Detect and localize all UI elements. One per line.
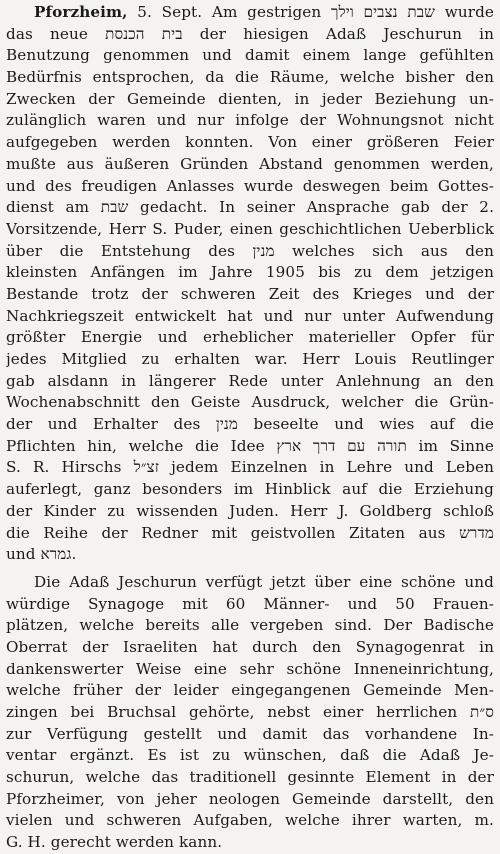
line-text: vielen und schweren Aufgaben, welche ihrer warten, m. [6, 811, 494, 830]
text-line [6, 327, 494, 349]
text-line [6, 523, 494, 545]
line-text: auferlegt, ganz besonders im Hinblick auf die Erziehung [6, 480, 494, 499]
text-line [6, 89, 494, 111]
text-line [6, 745, 494, 767]
line-text: zingen bei Bruchsal gehörte, nebst einer herrlichen ס״ת [6, 703, 494, 721]
text-line [6, 45, 494, 67]
text-line [6, 680, 494, 702]
text-line [6, 219, 494, 241]
text-line [6, 197, 494, 219]
line-text: der und Erhalter des מנין beseelte und wies auf die [6, 415, 494, 434]
text-line [6, 262, 494, 284]
line-text: Oberrat der Israeliten hat durch den Synagogenrat in [6, 637, 494, 656]
text-line [6, 110, 494, 132]
text-line [6, 284, 494, 306]
text-line [6, 392, 494, 414]
text-line [6, 767, 494, 789]
text-line [6, 67, 494, 89]
text-line [6, 832, 494, 854]
line-text: und des freudigen Anlasses wurde deswegen beim Gottes- [6, 176, 494, 195]
text-line [6, 544, 494, 566]
text-line [6, 659, 494, 681]
line-text: Wochenabschnitt den Geiste Ausdruck, welcher die Grün- [6, 393, 494, 412]
text-line [6, 306, 494, 328]
text-line [6, 371, 494, 393]
line-text: und גמרא. [6, 545, 77, 564]
text-line [6, 615, 494, 637]
line-text: Die Adaß Jeschurun verfügt jetzt über eine schöne und [34, 572, 494, 591]
line-text: Nachkriegszeit entwickelt hat und nur unter Aufwendung [6, 306, 494, 325]
line-text: gab alsdann in längerer Rede unter Anlehnung an den [6, 371, 494, 390]
text-line [6, 414, 494, 436]
line-text: aufgegeben werden konnten. Von einer größeren Feier [6, 133, 494, 152]
dateline: Pforzheim, [34, 3, 128, 21]
line-text: zur Verfügung gestellt und damit das vorhandene In- [6, 724, 494, 743]
line-text: kleinsten Anfängen im Jahre 1905 bis zu dem jetzigen [6, 263, 494, 282]
line-text: Pforzheimer, von jeher neologen Gemeinde darstellt, den [6, 789, 494, 808]
line-text: würdige Synagoge mit 60 Männer- und 50 Frauen- [6, 594, 494, 613]
text-line [6, 436, 494, 458]
line-text: die Reihe der Redner mit geistvollen Zitaten aus מדרש [6, 523, 494, 542]
line-text: das neue בית הכנסת der hiesigen Adaß Jeschurun in [6, 24, 494, 43]
line-text: zulänglich waren und nur infolge der Wohnungsnot nicht [6, 111, 494, 130]
line-text: der Kinder zu wissenden Juden. Herr J. Goldberg schloß [6, 501, 494, 520]
text-line [6, 2, 494, 24]
line-text: 5. Sept. Am gestrigen שבת נצבים וילך wurde [137, 3, 494, 21]
line-text: schurun, welche das traditionell gesinnte Element in der [6, 768, 494, 787]
text-line [6, 724, 494, 746]
line-text: welche früher der leider eingegangenen Gemeinde Men- [6, 681, 494, 700]
text-line [6, 176, 494, 198]
text-line [6, 637, 494, 659]
text-line [6, 810, 494, 832]
text-line [6, 572, 494, 594]
text-line [6, 479, 494, 501]
text-line [6, 594, 494, 616]
line-text: ventar ergänzt. Es ist zu wünschen, daß die Adaß Je- [6, 746, 494, 765]
article-body [6, 2, 494, 854]
line-text: über die Entstehung des מנין welches sich aus den [6, 241, 494, 260]
text-line [6, 789, 494, 811]
text-line [6, 501, 494, 523]
line-text: plätzen, welche bereits alle vergeben sind. Der Badische [6, 616, 494, 635]
line-text: Benutzung genommen und damit einem lange gefühlten [6, 46, 494, 65]
line-text: Pflichten hin, welche die Idee תורה עם דרך ארץ im Sinne [6, 436, 494, 455]
line-text: Zwecken der Gemeinde dienten, in jeder Beziehung un- [6, 89, 494, 108]
line-text: jedes Mitglied zu erhalten war. Herr Louis Reutlinger [6, 350, 494, 368]
text-line [6, 24, 494, 46]
text-line [6, 457, 494, 479]
text-line [6, 702, 494, 724]
line-text: Bedürfnis entsprochen, da die Räume, welche bisher den [6, 68, 494, 87]
text-line [6, 154, 494, 176]
line-text: mußte aus äußeren Gründen Abstand genommen werden, [6, 154, 494, 173]
text-line [6, 132, 494, 154]
line-text: Vorsitzende, Herr S. Puder, einen geschichtlichen Ueberblick [6, 219, 494, 238]
line-text: dienst am שבת gedacht. In seiner Ansprache gab der 2. [6, 198, 494, 217]
line-text: S. R. Hirschs זצ״ל jedem Einzelnen in Lehre und Leben [6, 458, 494, 477]
line-text: Bestande trotz der schweren Zeit des Krieges und der [6, 284, 494, 303]
line-text: G. H. gerecht werden kann. [6, 833, 223, 852]
line-text: größter Energie und erheblicher materieller Opfer für [6, 328, 494, 347]
text-line [6, 241, 494, 263]
text-line [6, 349, 494, 371]
line-text: dankenswerter Weise eine sehr schöne Inneneinrichtung, [6, 659, 494, 678]
